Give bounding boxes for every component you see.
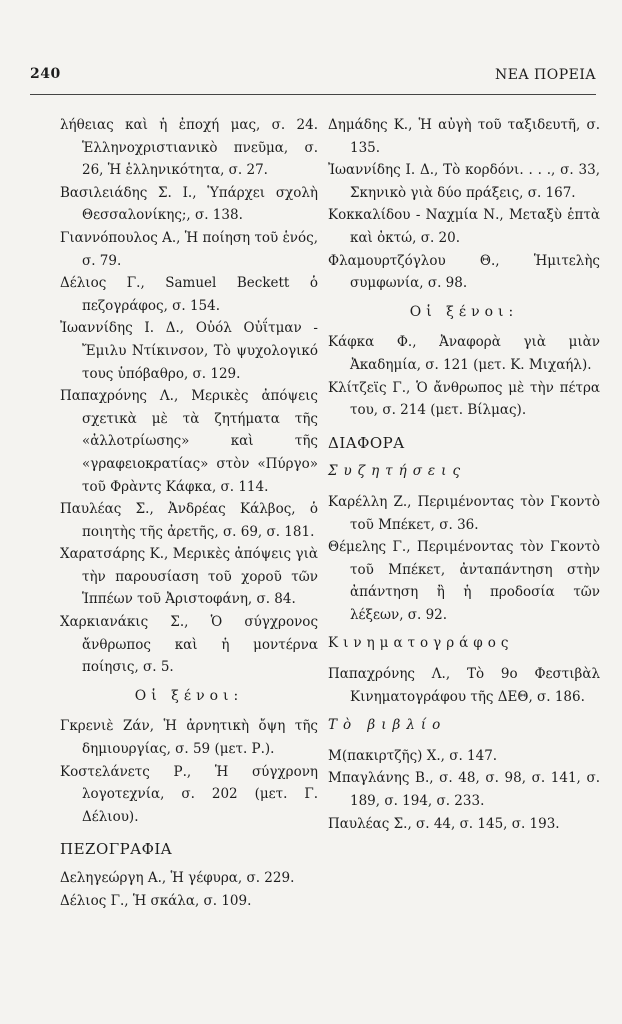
index-entry: λήθειας καὶ ἡ ἐποχή μας, σ. 24. Ἑλληνοχριστιανικὸ πνεῦμα, σ. 26, Ἡ ἑλληνικότητα, σ. 27. — [60, 117, 318, 179]
prose-section-heading: ΠΕΖΟΓΡΑΦΙΑ — [60, 840, 173, 859]
index-entry: Μ(πακιρτζῆς) Χ., σ. 147. — [328, 747, 498, 764]
foreign-authors-heading: Οἱ ξένοι: — [134, 687, 244, 704]
index-entry: Παυλέας Σ., σ. 44, σ. 145, σ. 193. — [328, 815, 560, 832]
right-column — [328, 114, 600, 835]
index-entry: Δεληγεώργη Α., Ἡ γέφυρα, σ. 229. — [60, 870, 295, 886]
cinema-heading: Κινηματογράφος — [328, 635, 514, 652]
index-entry: Γκρενιὲ Ζάν, Ἡ ἀρνητικὴ ὄψη τῆς δημιουργίας, σ. 59 (μετ. Ρ.). — [60, 718, 318, 758]
index-entry: Κοκκαλίδου - Ναχμία Ν., Μεταξὺ ἑπτὰ καὶ ὀκτώ, σ. 20. — [328, 207, 600, 246]
left-column — [60, 114, 318, 912]
discussions-heading: Συζητήσεις — [328, 463, 467, 480]
journal-title: ΝΕΑ ΠΟΡΕΙΑ — [495, 67, 596, 83]
index-entry: Παπαχρόνης Λ., Τὸ 9ο Φεστιβὰλ Κινηματογράφου τῆς ΔΕΘ, σ. 186. — [328, 666, 600, 705]
index-entry: Ἰωαννίδης Ι. Δ., Τὸ κορδόνι. . . ., σ. 33, Σκηνικὸ γιὰ δύο πράξεις, σ. 167. — [328, 162, 600, 201]
index-entry: Κλίτζεϊς Γ., Ὁ ἄνθρωπος μὲ τὴν πέτρα του, σ. 214 (μετ. Βίλμας). — [328, 379, 600, 419]
index-entry: Κοστελάνετς Ρ., Ἡ σύγχρονη λογοτεχνία, σ. 202 (μετ. Γ. Δέλιου). — [60, 763, 318, 825]
header-rule — [30, 94, 596, 95]
foreign-authors-heading: Οἱ ξένοι: — [409, 303, 519, 320]
index-entry: Θέμελης Γ., Περιμένοντας τὸν Γκοντὸ τοῦ Μπέκετ, ἀνταπάντηση στὴν ἀπάντηση ἢ ἡ προδοσία τῶν λέξεων, σ. 92. — [328, 539, 600, 623]
misc-section-heading: ΔΙΑΦΟΡΑ — [328, 433, 405, 452]
book-heading: Τὸ βιβλίο — [328, 717, 447, 734]
index-entry: Ἰωαννίδης Ι. Δ., Οὐόλ Οὐΐτμαν - Ἔμιλυ Ντίκινσον, Τὸ ψυχολογικό τους ὑπόβαθρο, σ. 129. — [60, 320, 318, 382]
index-entry: Δημάδης Κ., Ἡ αὐγὴ τοῦ ταξιδευτῆ, σ. 135. — [328, 117, 600, 156]
index-entry: Μπαγλάνης Β., σ. 48, σ. 98, σ. 141, σ. 189, σ. 194, σ. 233. — [328, 770, 600, 810]
index-entry: Χαρκιανάκις Σ., Ὁ σύγχρονος ἄνθρωπος καὶ ἡ μοντέρνα ποίησις, σ. 5. — [60, 614, 318, 676]
index-entry: Καρέλλη Ζ., Περιμένοντας τὸν Γκοντὸ τοῦ Μπέκετ, σ. 36. — [328, 493, 600, 533]
index-entry: Γιαννόπουλος Α., Ἡ ποίηση τοῦ ἑνός, σ. 79. — [60, 229, 318, 269]
index-entry: Δέλιος Γ., Samuel Beckett ὁ πεζογράφος, σ. 154. — [60, 275, 318, 314]
index-entry: Παπαχρόνης Λ., Μερικὲς ἀπόψεις σχετικὰ μὲ τὰ ζητήματα τῆς «ἀλλοτρίωσης» καὶ τῆς «γραφειοκρατίας» στὸν «Πύργο» τοῦ Φρὰντς Κάφκα, σ. 114. — [60, 388, 318, 495]
index-entry: Κάφκα Φ., Ἀναφορὰ γιὰ μιὰν Ἀκαδημία, σ. 121 (μετ. Κ. Μιχαήλ). — [328, 334, 600, 373]
index-entry: Χαρατσάρης Κ., Μερικὲς ἀπόψεις γιὰ τὴν παρουσίαση τοῦ χοροῦ τῶν Ἱππέων τοῦ Ἀριστοφάνη, σ. 84. — [60, 546, 318, 608]
index-entry: Παυλέας Σ., Ἀνδρέας Κάλβος, ὁ ποιητὴς τῆς ἀρετῆς, σ. 69, σ. 181. — [60, 501, 318, 540]
index-entry: Φλαμουρτζόγλου Θ., Ἡμιτελὴς συμφωνία, σ. 98. — [328, 252, 600, 292]
page-number: 240 — [30, 66, 61, 82]
index-entry: Δέλιος Γ., Ἡ σκάλα, σ. 109. — [60, 892, 252, 909]
index-entry: Βασιλειάδης Σ. Ι., Ὑπάρχει σχολὴ Θεσσαλονίκης;, σ. 138. — [60, 184, 318, 224]
